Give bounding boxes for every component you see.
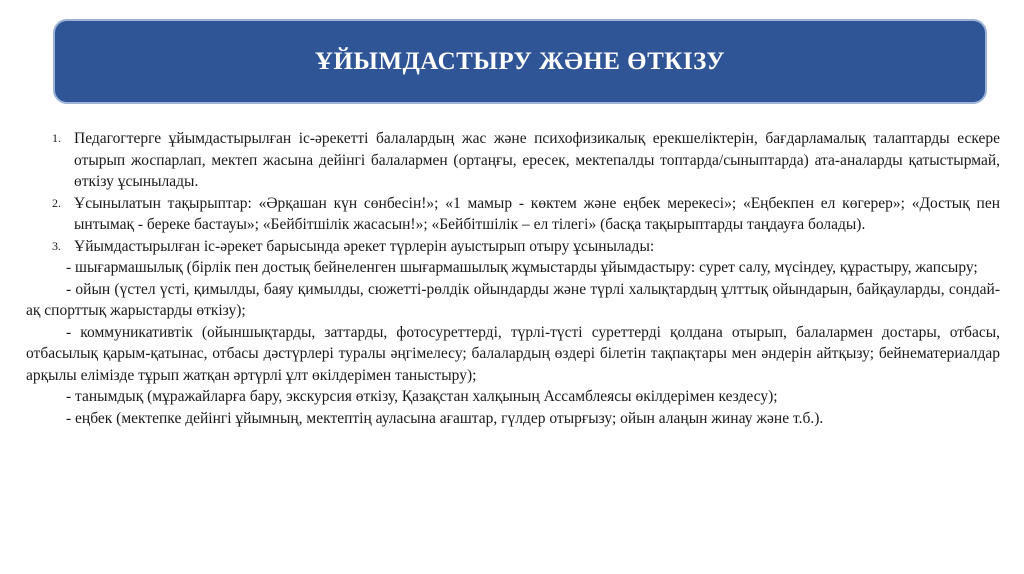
page-title: ҰЙЫМДАСТЫРУ ЖӘНЕ ӨТКІЗУ [314,47,726,75]
activity-creative: - шығармашылық (бірлік пен достық бейнеленген шығармашылық жұмыстарды ұйымдастыру: сурет салу, мүсіндеу, құрастыру, жапсыру; [66,259,978,276]
activity-labor: - еңбек (мектепке дейінгі ұйымның, мектептің ауласына ағаштар, гүлдер отырғызу; ойын алаңын жинау және т.б.). [66,409,824,427]
item-number: 2. [52,195,61,210]
item-text: Педагогтерге ұйымдастырылған іс-әрекетті балалардың жас және психофизикалық ерекшеліктерін, бағдарламалық талаптарды ескере отырып жоспарлап, мектеп жасына дейінгі балалармен (ортаңғы, ересек, мектепалды топтарда/сыныптарда) ата-аналарды қатыстырмай, өткізу ұсынылады. [74,130,1000,190]
activity-communicative: - коммуникативтік (ойыншықтарды, заттарды, фотосуреттерді, түрлі-түсті суреттерді қолдана отырып, балалармен достары, отбасы, отбасылық қарым-қатынас, отбасы дәстүрлері туралы әңгімелесу; балалардың өздері білетін тақпақтары мен әндерін айтқызу; бейнематериалдар арқылы елімізде тұрып жатқан әртүрлі ұлт өкілдерімен таныстыру); [26,323,1000,384]
item-text: Ұсынылатын тақырыптар: «Әрқашан күн сөнбесін!»; «1 мамыр - көктем және еңбек мерекесі»; «Еңбекпен ел көгерер»; «Достық пен ынтымақ - береке бастауы»; «Бейбітшілік жасасын!»; «Бейбітшілік – ел тілегі» (басқа тақырыптарды таңдауға болады). [74,194,1000,233]
item-number: 3. [52,238,61,253]
numbered-item-3 [26,236,1000,258]
slide-body [26,128,1000,429]
activity-game: - ойын (үстел үсті, қимылды, баяу қимылды, сюжетті-рөлдік ойындарды және түрлі халықтардың ұлттық ойындарын, байқауларды, сондай-ақ спорттық жарыстарды өткізу); [26,280,1000,319]
item-text: Ұйымдастырылған іс-әрекет барысында әрекет түрлерін ауыстырып отыру ұсынылады: [74,237,655,255]
title-banner [53,19,987,104]
activity-cognitive: - танымдық (мұражайларға бару, экскурсия өткізу, Қазақстан халқының Ассамблеясы өкілдерімен кездесу); [66,388,778,405]
numbered-item-1 [26,128,1000,193]
numbered-item-2 [26,193,1000,236]
item-number: 1. [52,131,61,145]
